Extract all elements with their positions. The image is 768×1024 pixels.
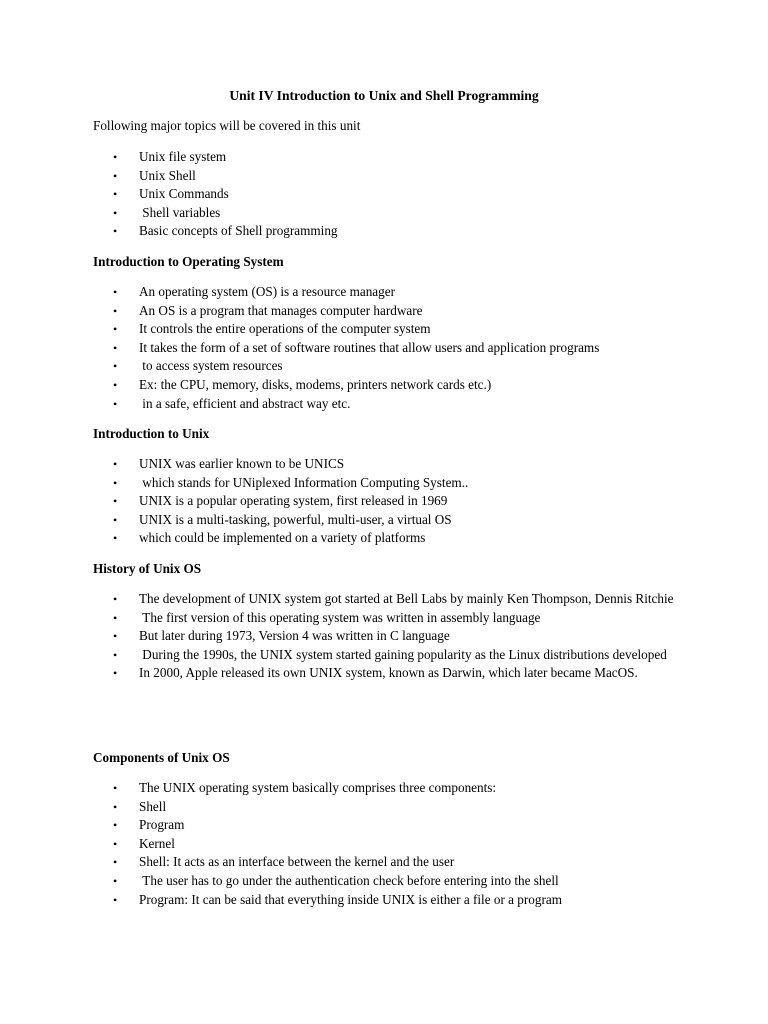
list-item: • In 2000, Apple released its own UNIX system, known as Darwin, which later became MacOS.: [0, 664, 768, 683]
list-item: • Ex: the CPU, memory, disks, modems, printers network cards etc.): [0, 376, 768, 395]
list-item: • The first version of this operating system was written in assembly language: [0, 609, 768, 628]
page-title: Unit IV Introduction to Unix and Shell Programming: [229, 88, 539, 103]
bullet-icon: •: [113, 285, 118, 299]
unix-intro-list: [0, 455, 768, 548]
list-item: • UNIX is a multi-tasking, powerful, multi-user, a virtual OS: [0, 511, 768, 530]
bullet-icon: •: [113, 494, 118, 509]
bullet-icon: •: [113, 892, 118, 907]
list-item: • UNIX is a popular operating system, first released in 1969: [0, 492, 768, 511]
bullet-icon: •: [113, 629, 118, 644]
section-heading-operating-system: Introduction to Operating System: [93, 254, 284, 269]
operating-system-list: [0, 283, 768, 413]
bullet-icon: •: [113, 377, 118, 392]
section-heading-history: History of Unix OS: [93, 561, 202, 576]
list-item: • which could be implemented on a variety of platforms: [0, 529, 768, 548]
bullet-icon: •: [113, 396, 118, 411]
list-item: • in a safe, efficient and abstract way etc.: [0, 395, 768, 414]
list-item: • It takes the form of a set of software routines that allow users and application programs: [0, 339, 768, 358]
list-item: • which stands for UNiplexed Information Computing System..: [0, 474, 768, 493]
list-item: • Unix Commands: [0, 185, 768, 204]
bullet-icon: •: [113, 512, 118, 527]
bullet-icon: •: [113, 799, 118, 814]
bullet-icon: •: [113, 359, 118, 374]
list-item: • Kernel: [0, 835, 768, 854]
list-item: • The user has to go under the authentication check before entering into the shell: [0, 872, 768, 891]
section-heading-components: Components of Unix OS: [93, 750, 230, 765]
list-item: • UNIX was earlier known to be UNICS: [0, 455, 768, 474]
bullet-icon: •: [113, 340, 118, 355]
list-item: • The UNIX operating system basically comprises three components:: [0, 779, 768, 798]
section-heading-unix: Introduction to Unix: [93, 426, 210, 441]
bullet-icon: •: [113, 855, 118, 870]
bullet-icon: •: [113, 610, 118, 625]
bullet-icon: •: [113, 531, 118, 546]
bullet-icon: •: [113, 150, 118, 164]
list-item: • Unix file system: [0, 148, 768, 167]
bullet-icon: •: [113, 187, 118, 202]
components-list: [0, 779, 768, 909]
list-item: • Unix Shell: [0, 167, 768, 186]
bullet-icon: •: [113, 818, 118, 833]
list-item: • to access system resources: [0, 357, 768, 376]
bullet-icon: •: [113, 457, 118, 471]
bullet-icon: •: [113, 781, 118, 795]
bullet-icon: •: [113, 322, 118, 337]
list-item: • Shell: [0, 798, 768, 817]
list-item: • Shell: It acts as an interface between the kernel and the user: [0, 853, 768, 872]
history-list: [0, 590, 768, 683]
intro-text: Following major topics will be covered in this unit: [93, 118, 361, 133]
bullet-icon: •: [113, 205, 118, 220]
bullet-icon: •: [113, 475, 118, 490]
bullet-icon: •: [113, 873, 118, 888]
list-item: • But later during 1973, Version 4 was written in C language: [0, 627, 768, 646]
list-item: • During the 1990s, the UNIX system started gaining popularity as the Linux distributions developed: [0, 646, 768, 665]
bullet-icon: •: [113, 836, 118, 851]
bullet-icon: •: [113, 168, 118, 183]
list-item: • Basic concepts of Shell programming: [0, 222, 768, 241]
bullet-icon: •: [113, 666, 118, 681]
bullet-icon: •: [113, 303, 118, 318]
bullet-icon: •: [113, 224, 118, 239]
bullet-icon: •: [113, 647, 118, 662]
list-item: • It controls the entire operations of the computer system: [0, 320, 768, 339]
list-item: • An operating system (OS) is a resource manager: [0, 283, 768, 302]
list-item: • An OS is a program that manages computer hardware: [0, 302, 768, 321]
list-item: • Shell variables: [0, 204, 768, 223]
list-item: • Program: [0, 816, 768, 835]
list-item: • The development of UNIX system got started at Bell Labs by mainly Ken Thompson, Dennis Ritchie: [0, 590, 768, 609]
list-item: • Program: It can be said that everything inside UNIX is either a file or a program: [0, 891, 768, 910]
bullet-icon: •: [113, 592, 118, 606]
topics-list: [0, 148, 768, 241]
